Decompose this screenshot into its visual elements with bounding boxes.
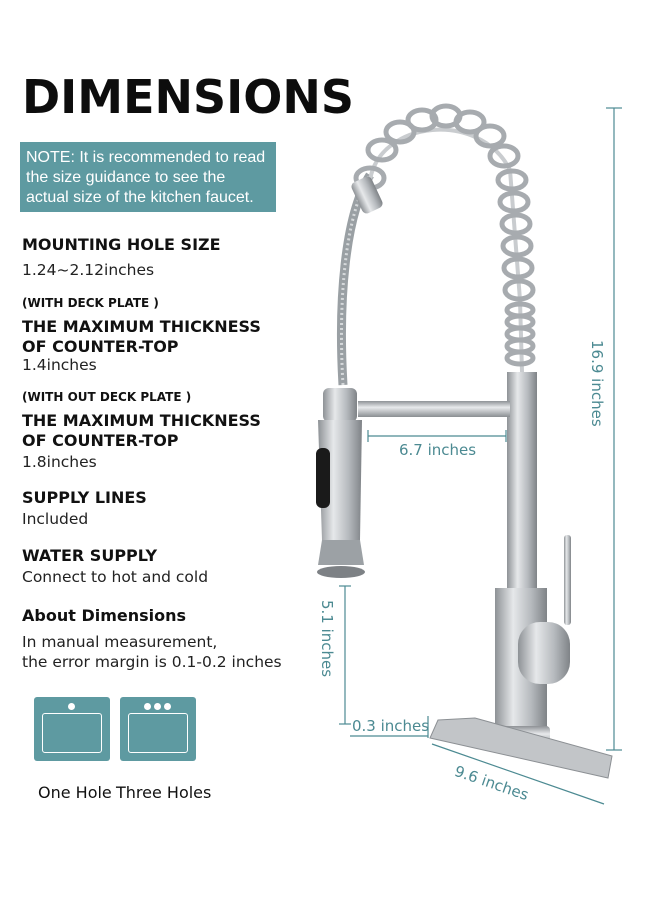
with-plate-heading-line2: OF COUNTER-TOP (22, 337, 179, 356)
plate-length-label: 9.6 inches (452, 762, 531, 805)
with-plate-qualifier: (WITH DECK PLATE ) (22, 296, 159, 310)
faucet-column (507, 372, 537, 592)
about-line1: In manual measurement, (22, 633, 218, 651)
faucet-arm (358, 401, 510, 417)
dimension-lines (339, 108, 622, 804)
spring-coil (356, 106, 533, 372)
water-supply-heading: WATER SUPPLY (22, 546, 158, 565)
without-plate-qualifier: (WITH OUT DECK PLATE ) (22, 390, 192, 404)
reach-dimension-label: 6.7 inches (399, 441, 477, 459)
mounting-hole-value: 1.24~2.12inches (22, 261, 155, 279)
water-supply-value: Connect to hot and cold (22, 568, 209, 586)
one-hole-label: One Hole (38, 783, 112, 802)
spout-dimension-label: 5.1 inches (318, 600, 336, 678)
note-banner: NOTE: It is recommended to read the size guidance to see the actual size of the kitchen faucet. (20, 142, 276, 212)
about-heading: About Dimensions (22, 606, 187, 625)
supply-lines-value: Included (22, 510, 89, 528)
mounting-hole-heading: MOUNTING HOLE SIZE (22, 235, 221, 254)
about-line2: the error margin is 0.1-0.2 inches (22, 653, 282, 671)
height-dimension-label: 16.9 inches (588, 340, 606, 427)
page-title: DIMENSIONS (22, 70, 354, 124)
plate-thickness-label: 0.3 inches (352, 717, 430, 735)
with-plate-heading-line1: THE MAXIMUM THICKNESS (22, 317, 261, 336)
three-holes-label: Three Holes (116, 783, 212, 802)
with-plate-value: 1.4inches (22, 356, 97, 374)
handle-body (518, 622, 570, 684)
supply-lines-heading: SUPPLY LINES (22, 488, 147, 507)
handle-lever (564, 535, 571, 625)
without-plate-heading-line2: OF COUNTER-TOP (22, 431, 179, 450)
sprayer-button (316, 448, 330, 508)
without-plate-heading-line1: THE MAXIMUM THICKNESS (22, 411, 261, 430)
without-plate-value: 1.8inches (22, 453, 97, 471)
